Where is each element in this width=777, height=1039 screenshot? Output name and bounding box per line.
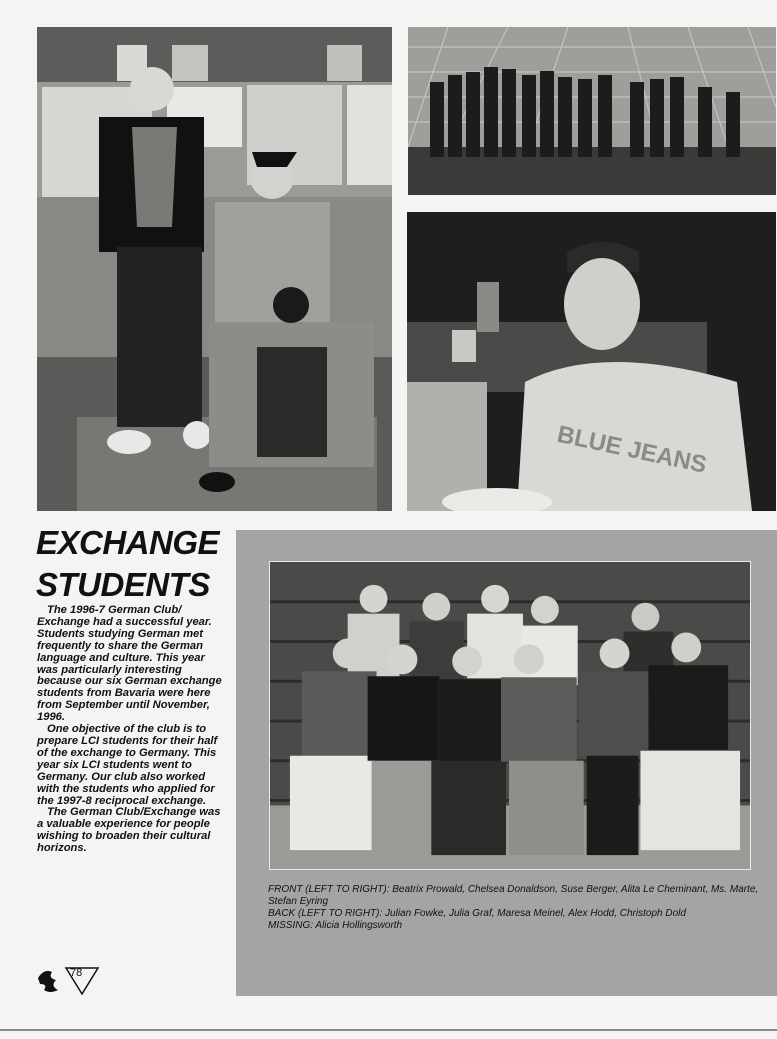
article-heading — [36, 522, 231, 606]
article-body — [37, 605, 225, 855]
heading-line-1: EXCHANGE — [36, 524, 220, 561]
photo-museum-cannon — [37, 27, 392, 511]
body-paragraph: One objective of the club is to prepare LCI students for their half of the exchange to Germany. This year six LCI students went to Germany. Our club also worked with the students who applied for the 1997-8 reciprocal exchange. — [37, 723, 218, 807]
photo-glass-pyramid-group — [408, 27, 776, 195]
photo-club-group — [269, 561, 751, 870]
bottom-rule — [0, 1029, 777, 1031]
heading-line-2: STUDENTS — [36, 566, 210, 603]
caption-missing: MISSING: Alicia Hollingsworth — [268, 920, 403, 931]
photo-boy-with-cap — [407, 212, 776, 511]
caption-front-line1: FRONT (LEFT TO RIGHT): Beatrix Prowald, Chelsea Donaldson, Suse Berger, Alita Le Cheminant, Ms. Marte, — [268, 884, 759, 895]
caption-back: BACK (LEFT TO RIGHT): Julian Fowke, Julia Graf, Maresa Meinel, Alex Hodd, Christoph Dold — [268, 908, 686, 919]
page-footer — [36, 960, 101, 998]
page-number: 78 — [70, 967, 83, 979]
caption-front-line2: Stefan Eyring — [268, 896, 329, 907]
shirt-text: BLUE JEANS — [554, 420, 710, 479]
photo-caption — [268, 884, 768, 932]
body-paragraph: The German Club/Exchange was a valuable experience for people wishing to broaden their cultural horizons. — [37, 806, 221, 855]
body-paragraph: The 1996-7 German Club/ Exchange had a successful year. Students studying German met frequently to share the German language and culture. This year was particularly interesting because our six German exchange students from Bavaria were here from September until November, 1996. — [37, 604, 222, 724]
lion-mascot-icon — [36, 960, 101, 998]
